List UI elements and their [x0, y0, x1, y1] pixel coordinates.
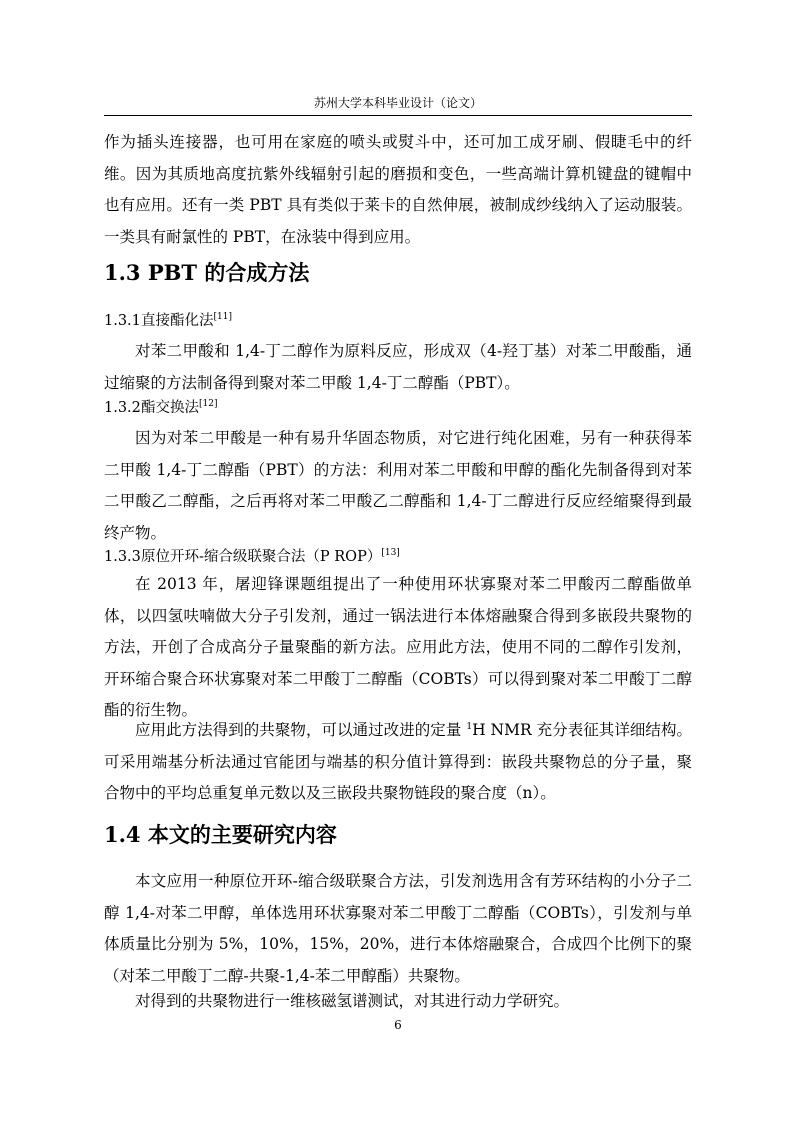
section-title: PBT 的合成方法 — [147, 260, 310, 285]
paragraph-nmr-characterization — [104, 715, 692, 810]
citation-ref: [13] — [381, 548, 400, 558]
subsection-heading-1-3-3 — [104, 547, 400, 567]
subsection-title: 直接酯化法 — [141, 313, 214, 329]
page-number: 6 — [394, 1018, 402, 1032]
subsection-number: 1.3.2 — [104, 400, 141, 416]
nmr-superscript: 1 — [466, 722, 473, 732]
subsection-title: 酯交换法 — [141, 400, 199, 416]
section-title: 本文的主要研究内容 — [147, 822, 337, 847]
nmr-text-part-a: 应用此方法得到的共聚物，可以通过改进的定量 — [135, 721, 467, 739]
section-heading-1-4 — [104, 822, 337, 848]
citation-ref: [12] — [199, 399, 218, 409]
paragraph-prop-method: 在 2013 年，屠迎锋课题组提出了一种使用环状寡聚对苯二甲酸丙二醇酯做单体，以四氢呋喃做大分子引发剂，通过一锅法进行本体熔融聚合得到多嵌段共聚物的方法，开创了合成高分子量聚酯的新方法。应用此方法，使用不同的二醇作引发剂，开环缩合聚合环状寡聚对苯二甲酸丁二醇酯（COBTs）可以得到聚对苯二甲酸丁二醇酯的衍生物。 — [104, 575, 692, 719]
subsection-title: 原位开环-缩合级联聚合法（P ROP） — [141, 549, 382, 565]
page-header: 苏州大学本科毕业设计（论文） — [313, 96, 482, 110]
subsection-heading-1-3-2 — [104, 398, 217, 418]
subsection-heading-1-3-1 — [104, 311, 232, 331]
subsection-number: 1.3.1 — [104, 313, 141, 329]
intro-paragraph: 作为插头连接器，也可用在家庭的喷头或熨斗中，还可加工成牙刷、假睫毛中的纤维。因为其质地高度抗紫外线辐射引起的磨损和变色，一些高端计算机键盘的键帽中也有应用。还有一类 PBT 具有类似于莱卡的自然伸展，被制成纱线纳入了运动服装。一类具有耐氯性的 PBT，在泳装中得到应用。 — [104, 133, 692, 246]
paragraph-research-content: 本文应用一种原位开环-缩合级联聚合方法，引发剂选用含有芳环结构的小分子二醇 1,4-对苯二甲醇，单体选用环状寡聚对苯二甲酸丁二醇酯（COBTs），引发剂与单体质量比分别为 5%，10%，15%，20%，进行本体熔融聚合，合成四个比例下的聚（对苯二甲酸丁二醇-共聚-1,4-苯二甲醇酯）共聚物。 — [104, 872, 692, 985]
section-number: 1.3 — [104, 260, 141, 285]
subsection-number: 1.3.3 — [104, 549, 141, 565]
paragraph-transesterification: 因为对苯二甲酸是一种有易升华固态物质，对它进行纯化困难，另有一种获得苯二甲酸 1,4-丁二醇酯（PBT）的方法：利用对苯二甲酸和甲醇的酯化先制备得到对苯二甲酸乙二醇酯，之后再将对苯二甲酸乙二醇酯和 1,4-丁二醇进行反应经缩聚得到最终产物。 — [104, 429, 692, 542]
nmr-text-part-b: H NMR 充分表征其详细结构。可采用端基分析法通过官能团与端基的积分值计算得到：嵌段共聚物总的分子量，聚合物中的平均总重复单元数以及三嵌段共聚物链段的聚合度（n）。 — [104, 721, 692, 802]
paragraph-direct-esterification: 对苯二甲酸和 1,4-丁二醇作为原料反应，形成双（4-羟丁基）对苯二甲酸酯，通过缩聚的方法制备得到聚对苯二甲酸 1,4-丁二醇酯（PBT）。 — [104, 342, 692, 392]
section-number: 1.4 — [104, 822, 141, 847]
header-rule — [104, 115, 692, 116]
section-heading-1-3 — [104, 260, 309, 286]
paragraph-nmr-test: 对得到的共聚物进行一维核磁氢谱测试，对其进行动力学研究。 — [135, 992, 570, 1010]
citation-ref: [11] — [213, 312, 232, 322]
